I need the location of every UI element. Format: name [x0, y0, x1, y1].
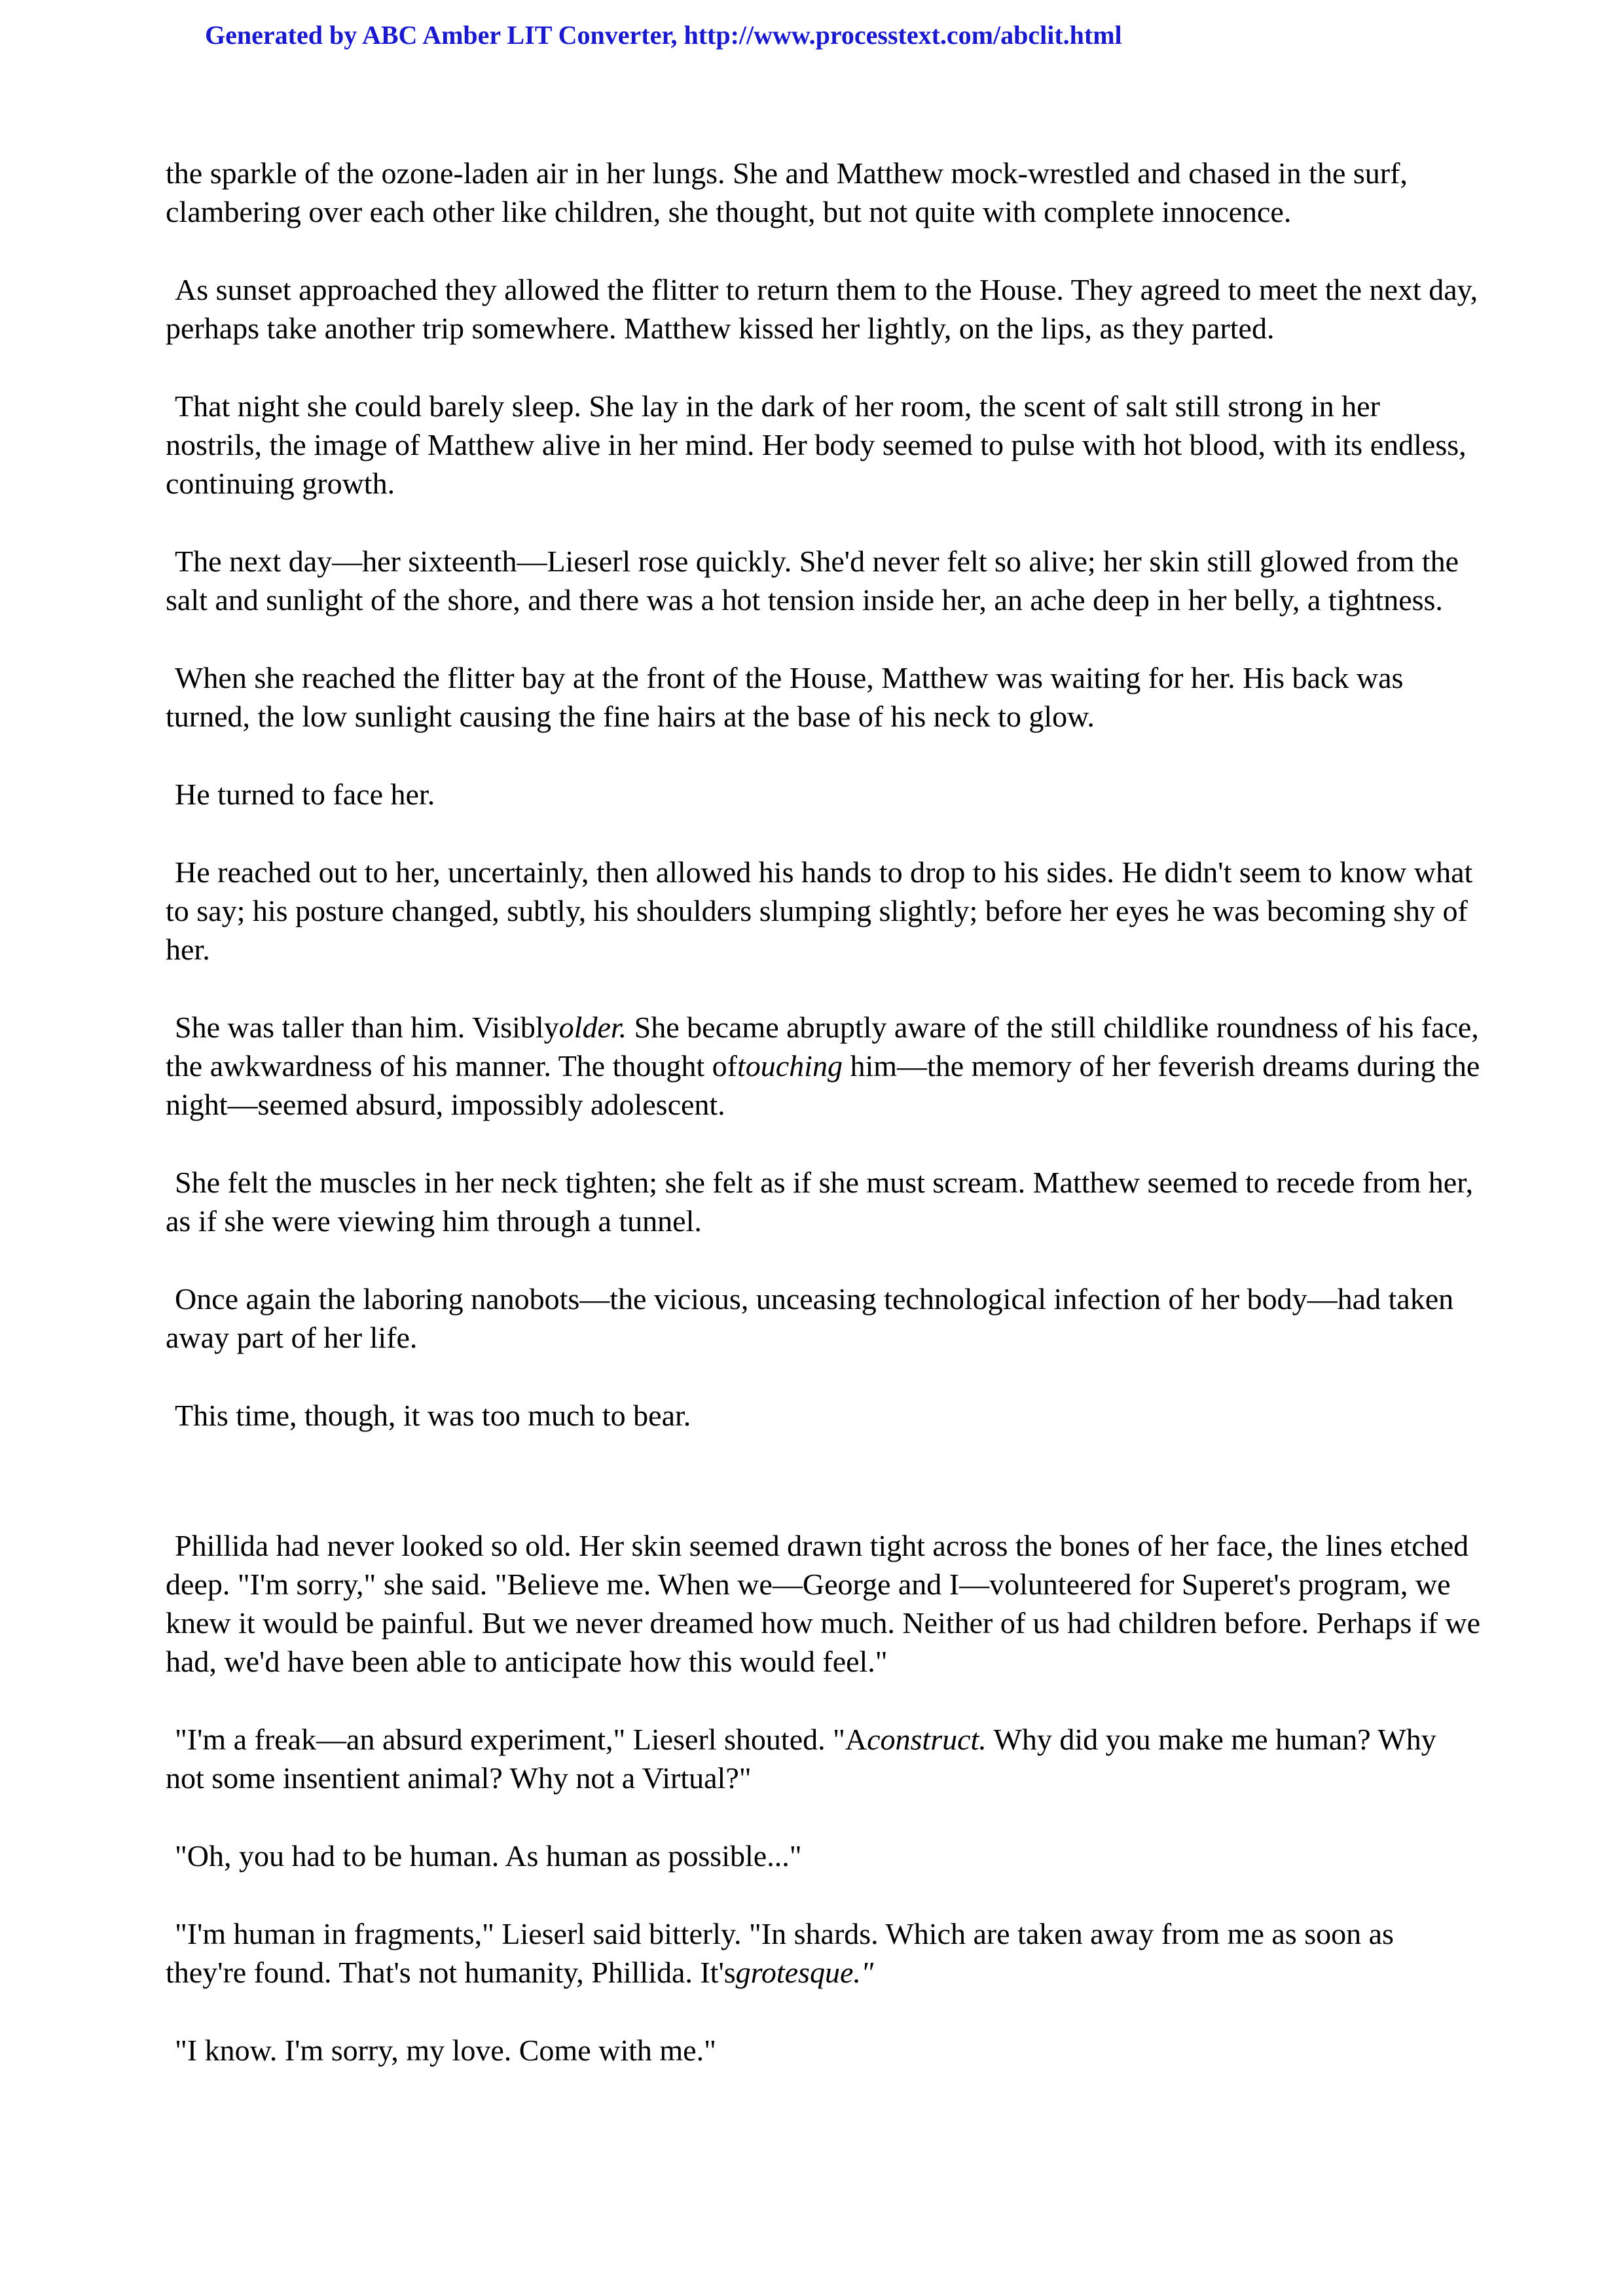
- converter-header-link[interactable]: Generated by ABC Amber LIT Converter, http://www.processtext.com/abclit.html: [205, 20, 1122, 50]
- paragraph: the sparkle of the ozone-laden air in her lungs. She and Matthew mock-wrestled and chased in the surf, clambering over each other like children, she thought, but not quite with complete innocence.: [166, 156, 1408, 228]
- paragraph: He turned to face her.: [175, 778, 435, 811]
- emphasis-text: grotesque.": [735, 1956, 874, 1989]
- paragraph: She felt the muscles in her neck tighten; she felt as if she must scream. Matthew seemed to recede from her, as if she were viewing him through a tunnel.: [166, 1166, 1474, 1238]
- page-body: [166, 154, 1482, 2109]
- emphasis-text: construct.: [867, 1723, 987, 1756]
- paragraph: [166, 1720, 1482, 1797]
- converter-header: [205, 17, 1122, 54]
- paragraph: "Oh, you had to be human. As human as possible...": [175, 1839, 802, 1873]
- emphasis-text: older.: [558, 1011, 627, 1044]
- paragraph-text: She became abruptly aware of the still childlike roundness of his face, the awkwardness of his manner. The thought of: [166, 1011, 1479, 1083]
- paragraph: When she reached the flitter bay at the front of the House, Matthew was waiting for her. His back was turned, the low sunlight causing the fine hairs at the base of his neck to glow.: [166, 661, 1404, 733]
- paragraph-text: Why did you make me human? Why not some insentient animal? Why not a Virtual?": [166, 1723, 1436, 1795]
- paragraph: Phillida had never looked so old. Her skin seemed drawn tight across the bones of her face, the lines etched deep. "I'm sorry," she said. "Believe me. When we—George and I—volunteered for Superet's program, we knew it would be painful. But we never dreamed how much. Neither of us had children before. Perhaps if we had, we'd have been able to anticipate how this would feel.": [166, 1529, 1481, 1678]
- emphasis-text: touching: [737, 1049, 843, 1083]
- paragraph-text: "I'm human in fragments," Lieserl said bitterly. "In shards. Which are taken away from me as soon as they're found. That's not humanity, Phillida. It's: [166, 1917, 1394, 1989]
- paragraph: That night she could barely sleep. She lay in the dark of her room, the scent of salt still strong in her nostrils, the image of Matthew alive in her mind. Her body seemed to pulse with hot blood, with its endless, continuing growth.: [166, 389, 1467, 500]
- paragraph: Once again the laboring nanobots—the vicious, unceasing technological infection of her body—had taken away part of her life.: [166, 1282, 1454, 1354]
- paragraph-text: him—the memory of her feverish dreams during the night—seemed absurd, impossibly adolescent.: [166, 1049, 1480, 1121]
- paragraph-text: "I'm a freak—an absurd experiment," Lieserl shouted. "A: [175, 1723, 867, 1756]
- paragraph: [166, 1008, 1482, 1124]
- paragraph: "I know. I'm sorry, my love. Come with me.": [175, 2034, 716, 2067]
- paragraph: He reached out to her, uncertainly, then allowed his hands to drop to his sides. He didn't seem to know what to say; his posture changed, subtly, his shoulders slumping slightly; before her eyes he was becoming shy of her.: [166, 855, 1473, 966]
- paragraph-text: She was taller than him. Visibly: [175, 1011, 559, 1044]
- paragraph: The next day—her sixteenth—Lieserl rose quickly. She'd never felt so alive; her skin still glowed from the salt and sunlight of the shore, and there was a hot tension inside her, an ache deep in her belly, a tightness.: [166, 545, 1459, 617]
- paragraph: As sunset approached they allowed the flitter to return them to the House. They agreed to meet the next day, perhaps take another trip somewhere. Matthew kissed her lightly, on the lips, as they parted.: [166, 273, 1478, 345]
- paragraph: [166, 1914, 1482, 1992]
- paragraph: This time, though, it was too much to bear.: [175, 1399, 691, 1432]
